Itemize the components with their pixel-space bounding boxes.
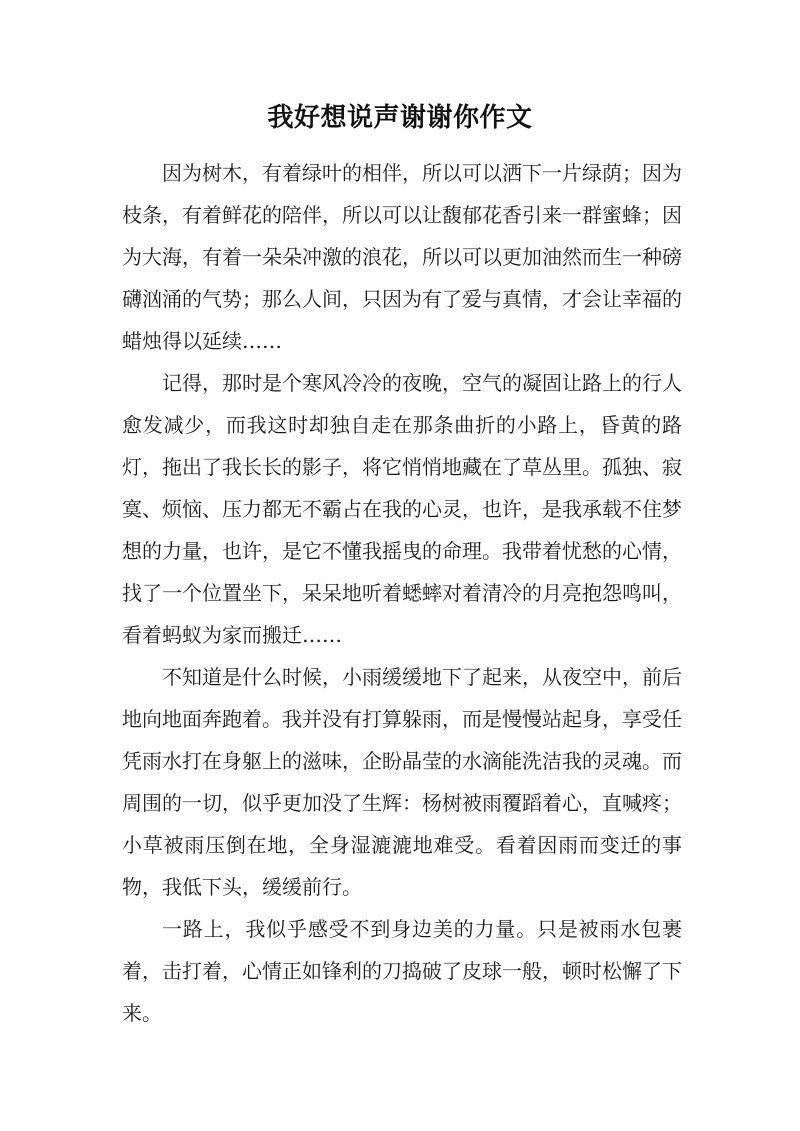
- paragraph-4: 一路上，我似乎感受不到身边美的力量。只是被雨水包裹着，击打着，心情正如锋利的刀捣破了皮球一般，顿时松懈了下来。: [122, 917, 682, 1025]
- paragraph-1: 因为树木，有着绿叶的相伴，所以可以洒下一片绿荫；因为枝条，有着鲜花的陪伴，所以可以让馥郁花香引来一群蜜蜂；因为大海，有着一朵朵冲激的浪花，所以可以更加油然而生一种磅礴汹涌的气势；那么人间，只因为有了爱与真情，才会让幸福的蜡烛得以延续……: [122, 161, 682, 353]
- document-body: [122, 152, 682, 1034]
- paragraph-3: 不知道是什么时候，小雨缓缓地下了起来，从夜空中，前后地向地面奔跑着。我并没有打算躲雨，而是慢慢站起身，享受任凭雨水打在身躯上的滋味，企盼晶莹的水滴能洗洁我的灵魂。而周围的一切，似乎更加没了生辉：杨树被雨覆蹈着心，直喊疼；小草被雨压倒在地，全身湿漉漉地难受。看着因雨而变迁的事物，我低下头，缓缓前行。: [122, 665, 682, 899]
- paragraph-2: 记得，那时是个寒风冷冷的夜晚，空气的凝固让路上的行人愈发减少，而我这时却独自走在那条曲折的小路上，昏黄的路灯，拖出了我长长的影子，将它悄悄地藏在了草丛里。孤独、寂寞、烦恼、压力都无不霸占在我的心灵，也许，是我承载不住梦想的力量，也许，是它不懂我摇曳的命理。我带着忧愁的心情，找了一个位置坐下，呆呆地听着蟋蟀对着清冷的月亮抱怨鸣叫，看着蚂蚁为家而搬迁……: [122, 371, 682, 647]
- document-title: 我好想说声谢谢你作文: [267, 103, 533, 133]
